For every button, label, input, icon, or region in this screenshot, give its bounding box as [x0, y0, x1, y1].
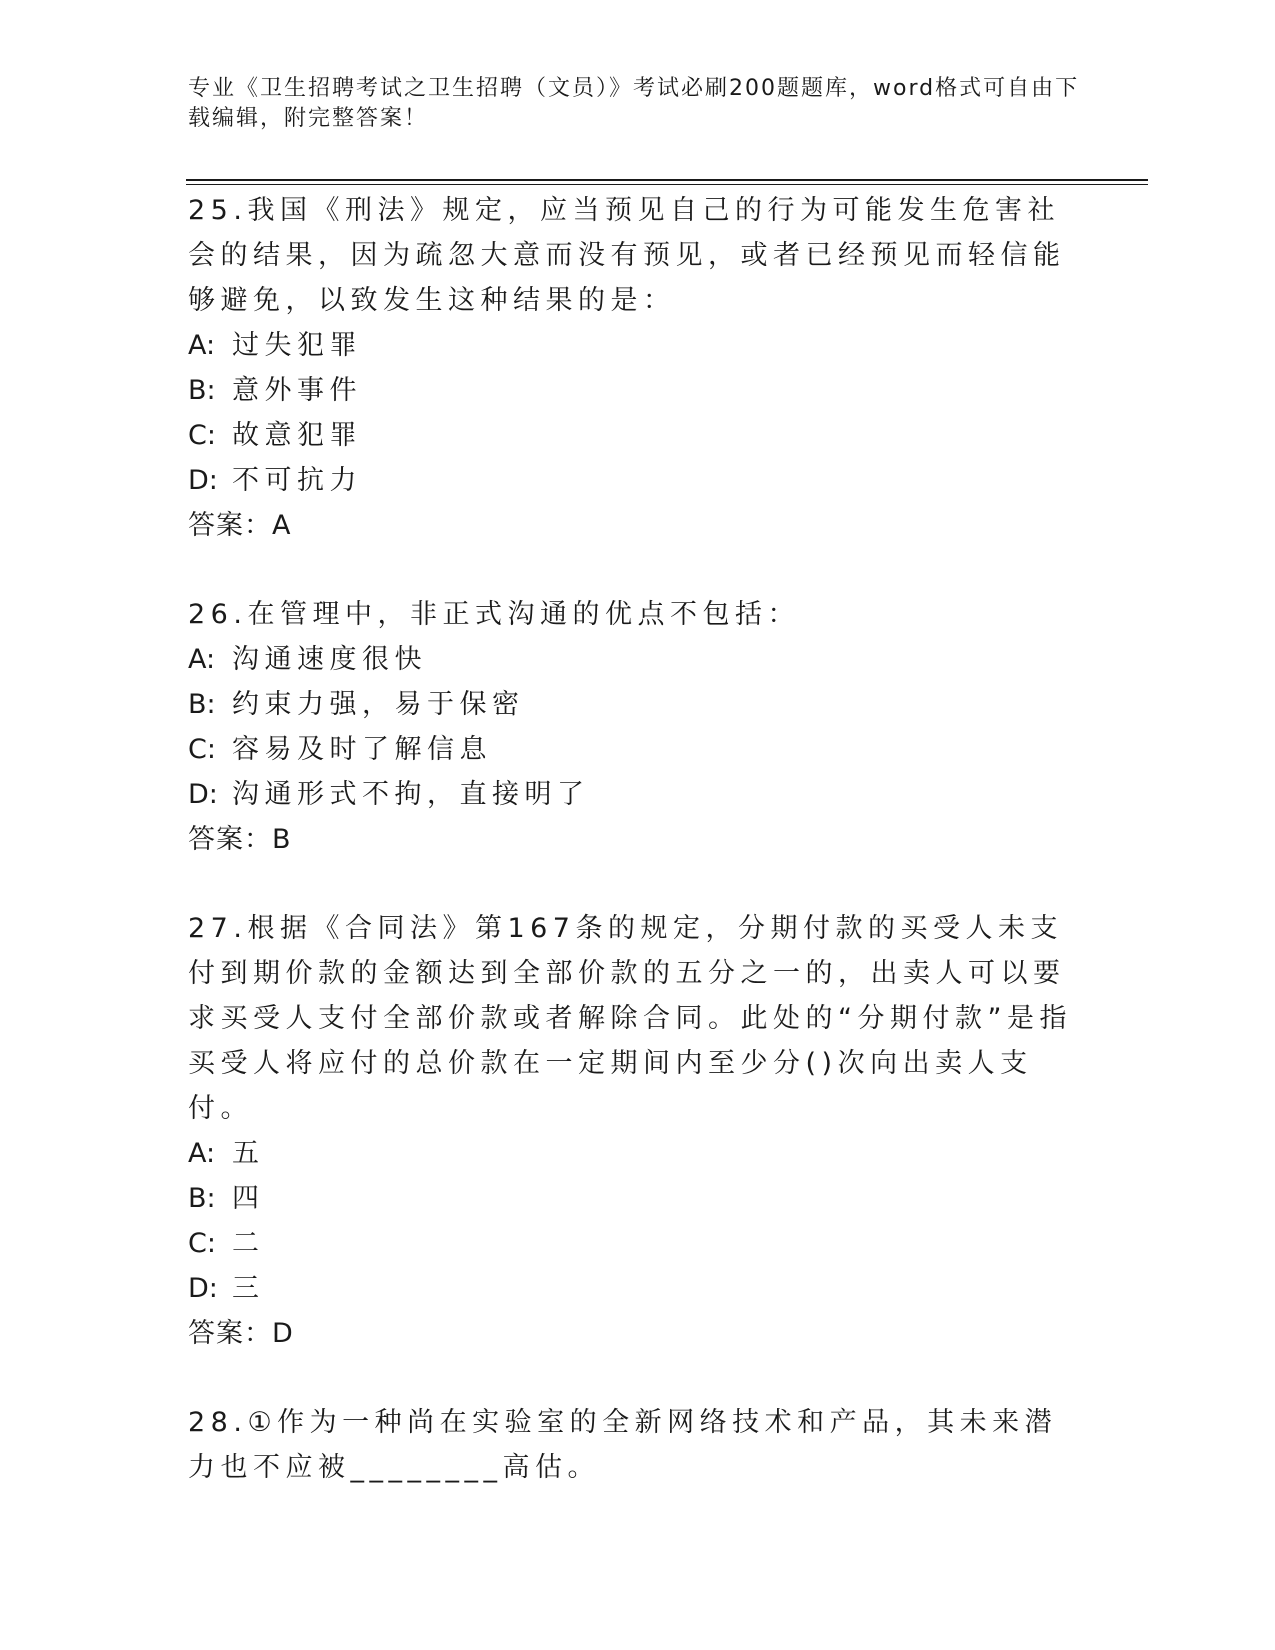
option-letter: C:	[188, 420, 216, 451]
option-letter: D:	[188, 779, 218, 810]
question-28	[188, 1400, 1078, 1490]
option-text: 三	[232, 1273, 265, 1304]
question-stem: 25.我国《刑法》规定，应当预见自己的行为可能发生危害社会的结果，因为疏忽大意而没有预见，或者已经预见而轻信能够避免，以致发生这种结果的是：	[188, 195, 1066, 316]
option-letter: A:	[188, 644, 216, 675]
option-a	[188, 637, 1078, 682]
option-text: 五	[232, 1138, 265, 1169]
option-text: 约束力强，易于保密	[232, 689, 525, 720]
option-letter: C:	[188, 734, 216, 765]
question-27	[188, 906, 1078, 1356]
option-c	[188, 413, 1078, 458]
option-letter: D:	[188, 465, 218, 496]
option-text: 沟通形式不拘，直接明了	[232, 779, 590, 810]
option-c	[188, 727, 1078, 772]
question-list	[188, 188, 1078, 1534]
option-a	[188, 1131, 1078, 1176]
answer-line	[188, 1311, 1078, 1356]
option-letter: A:	[188, 1138, 216, 1169]
option-d	[188, 772, 1078, 817]
answer-value: D	[272, 1318, 294, 1349]
option-b	[188, 1176, 1078, 1221]
option-b	[188, 682, 1078, 727]
option-text: 沟通速度很快	[232, 644, 427, 675]
option-letter: B:	[188, 689, 216, 720]
question-stem: 26.在管理中，非正式沟通的优点不包括：	[188, 599, 800, 630]
option-d	[188, 1266, 1078, 1311]
answer-value: A	[272, 510, 292, 541]
option-c	[188, 1221, 1078, 1266]
question-stem: 28.①作为一种尚在实验室的全新网络技术和产品，其未来潜力也不应被________高估。	[188, 1407, 1058, 1483]
question-26	[188, 592, 1078, 862]
question-stem: 27.根据《合同法》第167条的规定，分期付款的买受人未支付到期价款的金额达到全部价款的五分之一的，出卖人可以要求买受人支付全部价款或者解除合同。此处的“分期付款”是指买受人将应付的总价款在一定期间内至少分()次向出卖人支付。	[188, 913, 1072, 1124]
option-letter: D:	[188, 1273, 218, 1304]
option-text: 四	[232, 1183, 265, 1214]
answer-value: B	[272, 824, 292, 855]
option-text: 不可抗力	[232, 465, 362, 496]
option-letter: B:	[188, 1183, 216, 1214]
answer-label: 答案：	[188, 510, 272, 541]
header-divider	[186, 179, 1148, 181]
header-text: 专业《卫生招聘考试之卫生招聘（文员）》考试必刷200题题库，word格式可自由下载编辑，附完整答案！	[188, 76, 1080, 131]
answer-line	[188, 503, 1078, 548]
option-letter: B:	[188, 375, 216, 406]
answer-label: 答案：	[188, 824, 272, 855]
option-text: 过失犯罪	[232, 330, 362, 361]
option-letter: A:	[188, 330, 216, 361]
option-letter: C:	[188, 1228, 216, 1259]
option-text: 二	[232, 1228, 265, 1259]
option-b	[188, 368, 1078, 413]
option-text: 意外事件	[232, 375, 362, 406]
page-header	[188, 74, 1088, 134]
option-text: 故意犯罪	[232, 420, 362, 451]
answer-line	[188, 817, 1078, 862]
option-d	[188, 458, 1078, 503]
question-25	[188, 188, 1078, 548]
answer-label: 答案：	[188, 1318, 272, 1349]
option-text: 容易及时了解信息	[232, 734, 492, 765]
option-a	[188, 323, 1078, 368]
